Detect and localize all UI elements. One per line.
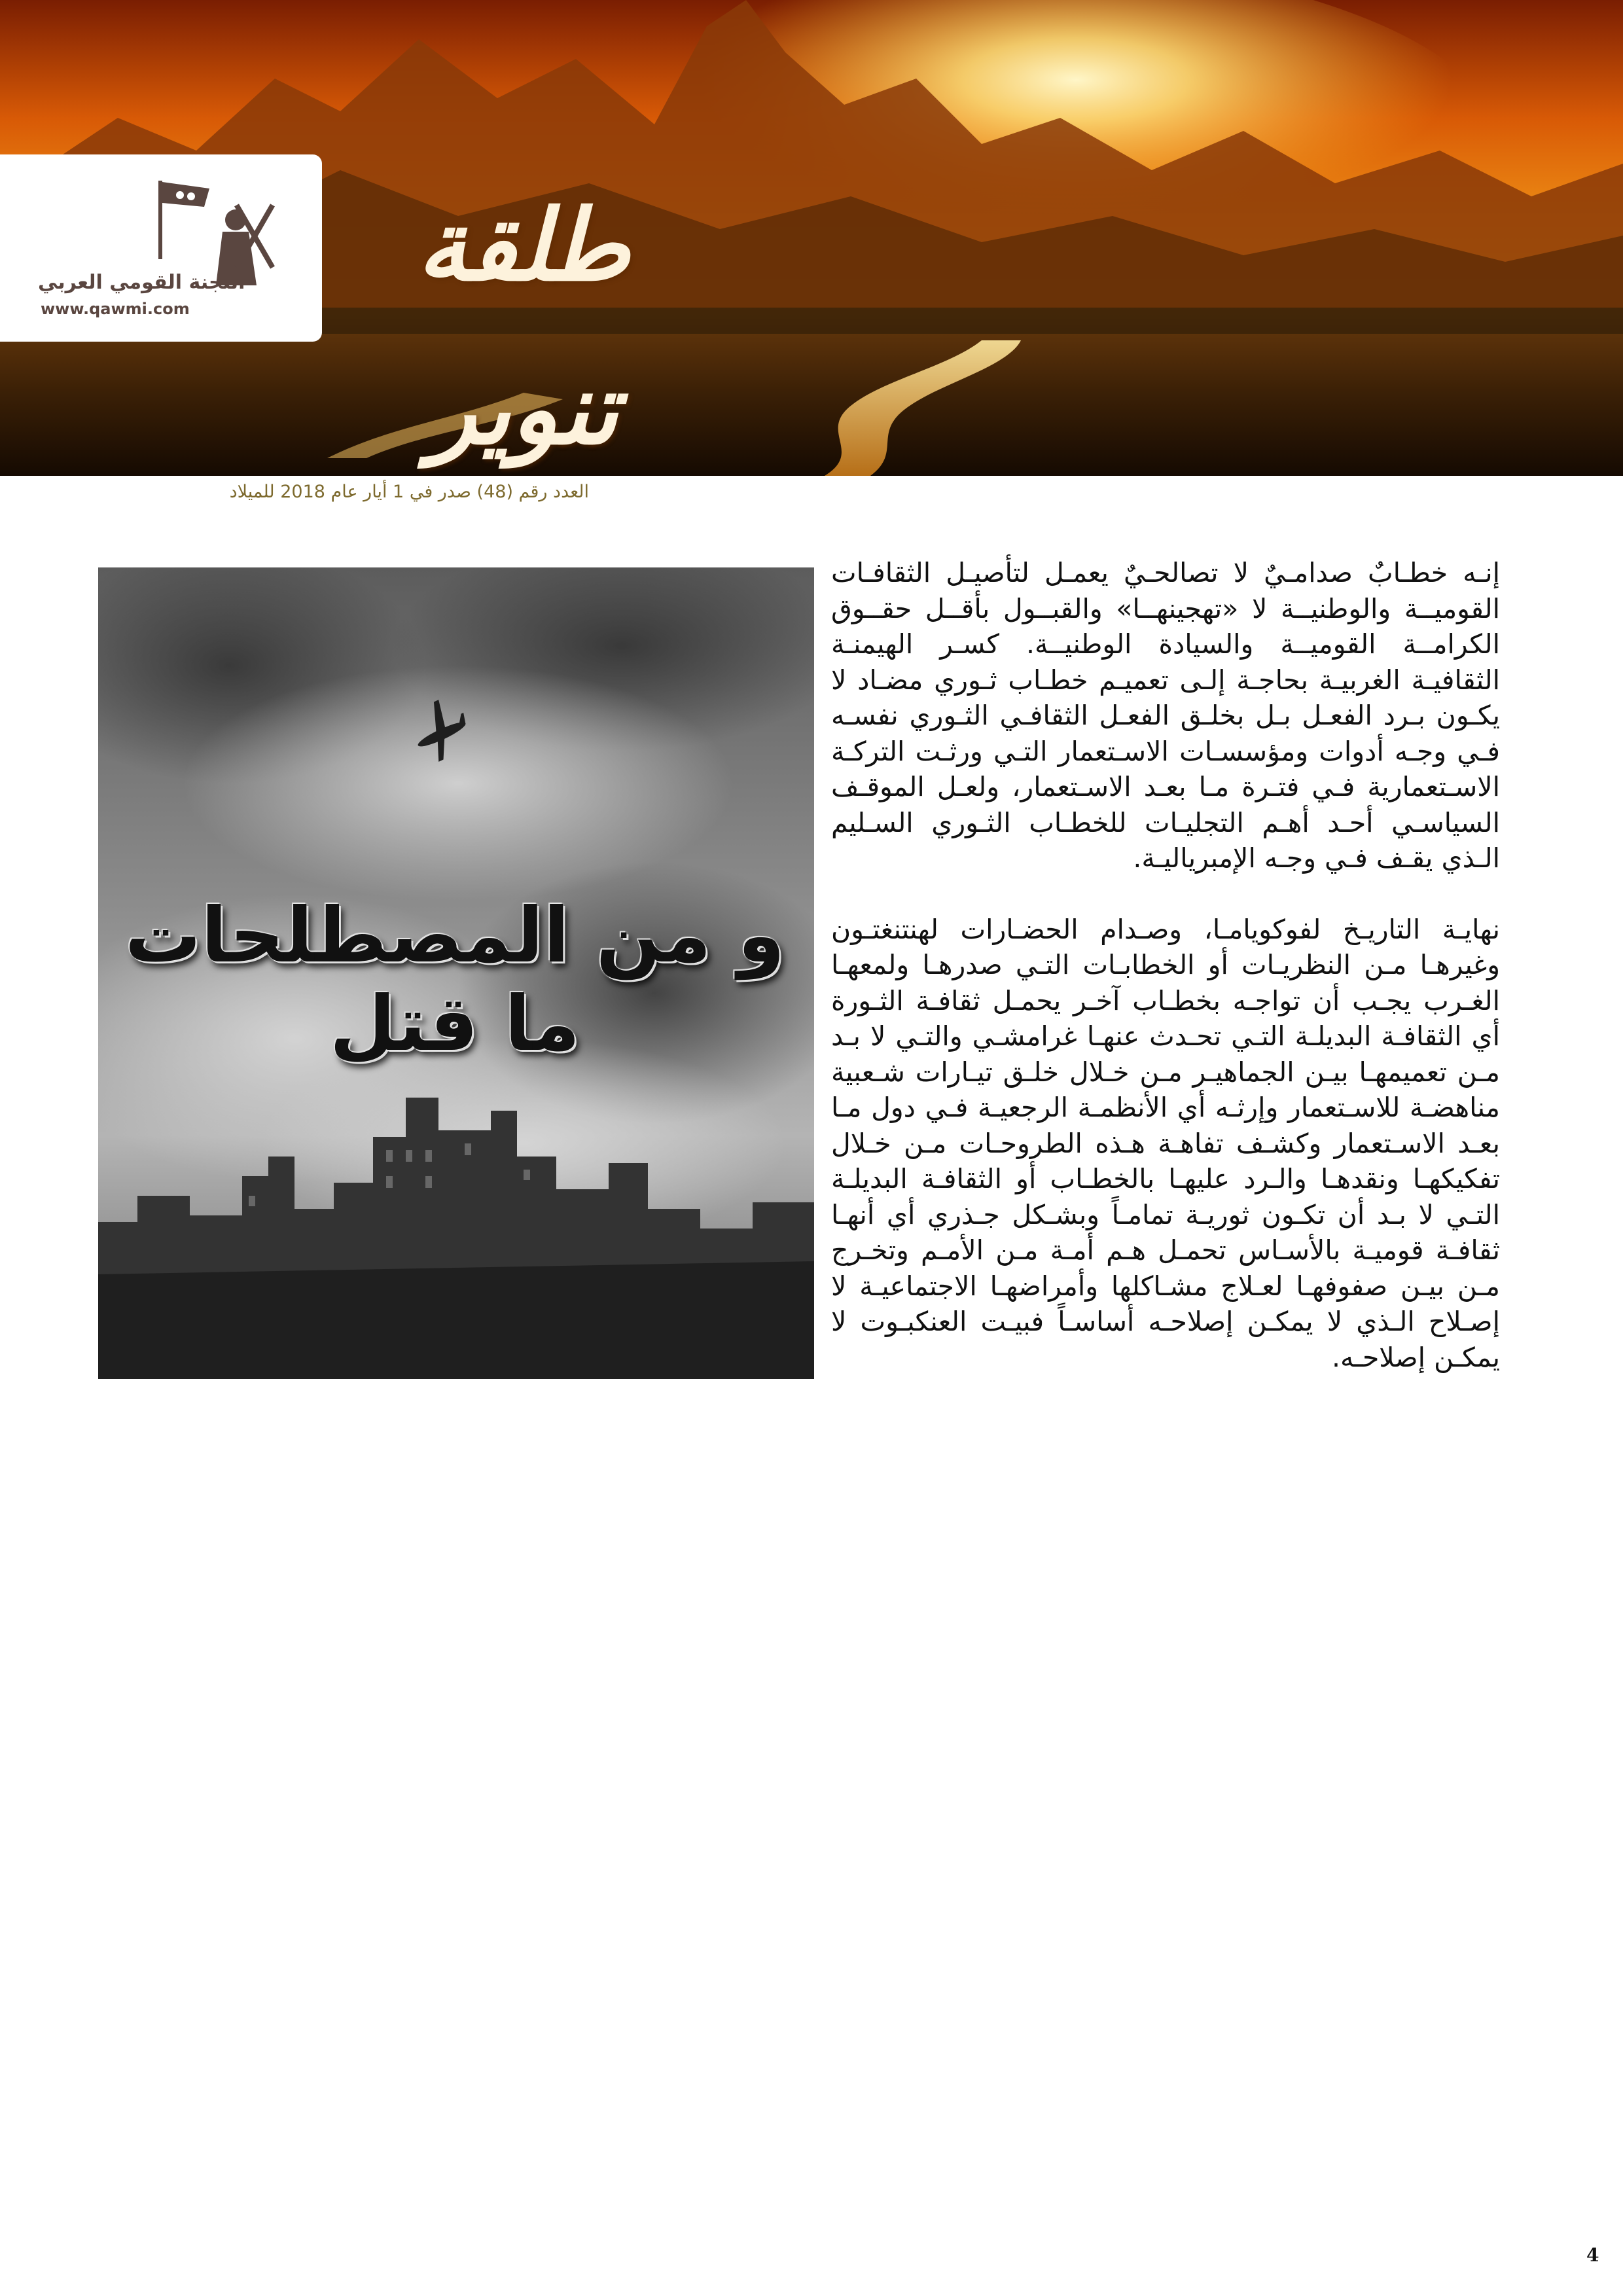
- logo-box[interactable]: [0, 154, 322, 342]
- logo-url[interactable]: www.qawmi.com: [41, 300, 190, 318]
- article-body: [831, 555, 1500, 1375]
- article-photo: [98, 567, 814, 1379]
- page-number: 4: [1586, 2244, 1599, 2266]
- issue-line: العدد رقم (48) صدر في 1 أيار عام 2018 للميلاد: [229, 482, 589, 502]
- header-banner: [0, 0, 1623, 476]
- masthead-title: طلقة تنوير: [417, 188, 630, 467]
- article-paragraph: نهايـة التاريـخ لفوكويامـا، وصـدام الحضـارات لهنتنغتـون وغيرهـا مـن النظريـات أو الخطابـات التـي صدرهـا ولمعهـا الغـرب يجـب أن تواجـه بخطـاب آخـر يحمـل ثقافـة الثـورة أي الثقافـة البديلـة التـي تحـدث عنهـا غرامشـي والتـي لا بـد مـن تعميمهـا بيـن الجماهيـر مـن خـلال خلـق تيـارات شـعبية مناهضـة للاسـتعمار وإرثـه أي الأنظمـة الرجعيـة فـي دول مـا بعـد الاسـتعمار وكشـف تفاهـة هـذه الطروحـات مـن خـلال تفكيكهـا ونقدهـا والـرد عليهـا بالخطـاب أو الثقافـة البديلـة التـي لا بـد أن تكـون ثوريـة تمامـاً وبشـكل جـذري أي أنهـا ثقافـة قوميـة بالأسـاس تحمـل هـم أمـة مـن الأمـم وتخـرج مـن بيـن صفوفهـا لعـلاج مشـاكلها وأمراضهـا الاجتماعيـة لا إصـلاح الـذي لا يمكـن إصلاحـه أساسـاً فبيـت العنكبـوت لا يمكـن إصلاحـه.: [831, 913, 1500, 1373]
- article-paragraph: إنـه خطـابٌ صدامـيٌ لا تصالحـيٌ يعمـل لتأصيـل الثقافـات القوميــة والوطنيــة لا «تهجينهــا» والقبــول بأقــل حقــوق الكرامــة القوميــة والسيادة الوطنيــة. كسـر الهيمنـة الثقافيـة الغربيـة بحاجـة إلـى تعميـم خطـاب ثـوري مضـاد لا يكـون بـرد الفعـل بـل بخلـق الفعـل الثقافـي الثـوري نفسـه فـي وجـه أدوات ومؤسسـات الاسـتعمار التـي ورثـت التركـة الاسـتعمارية فـي فتـرة مـا بعـد الاسـتعمار، ولعـل الموقـف السياسـي أحـد أهـم التجليـات للخطـاب الثـوري السـليم الـذي يقـف فـي وجـه الإمبرياليـة.: [831, 557, 1500, 874]
- photo-caption: و من المصطلحات ما قتل: [124, 891, 785, 1068]
- logo-org-name: اللجنة القومي العربي: [38, 271, 245, 294]
